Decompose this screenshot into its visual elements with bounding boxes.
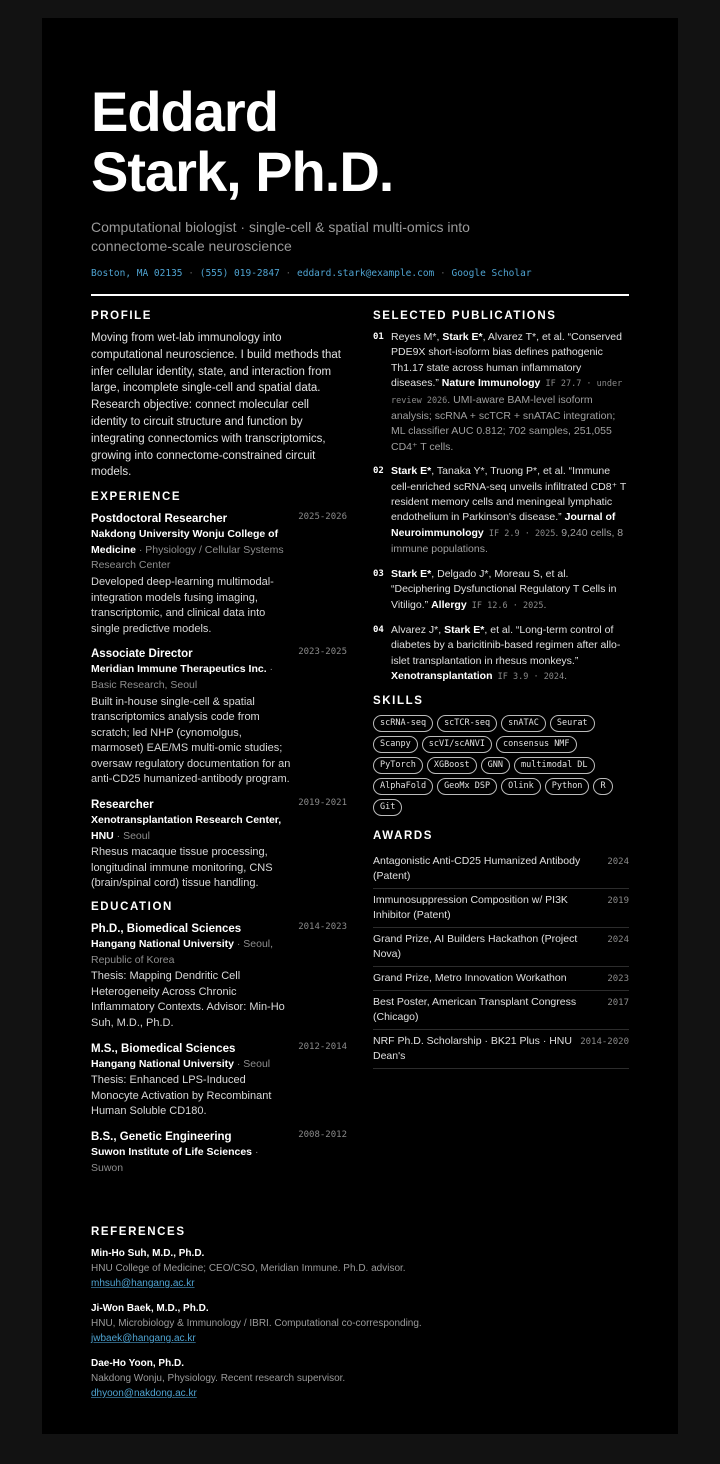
award-item	[373, 928, 629, 967]
skill-chip: scVI/scANVI	[422, 736, 492, 753]
reference-item	[91, 1301, 629, 1346]
publication-number: 04	[373, 624, 384, 635]
education-entry	[91, 921, 347, 1032]
publication-impact-meta: IF 2.9 · 2025	[483, 528, 556, 539]
publication-self-author: Stark E*	[391, 465, 432, 478]
award-year: 2017	[607, 997, 629, 1008]
education-entry	[91, 1041, 347, 1120]
skill-chip: GNN	[481, 757, 510, 774]
experience-dates: 2025-2026	[298, 512, 347, 523]
education-title: M.S., Biomedical Sciences	[91, 1042, 236, 1055]
publication-impact-meta: IF 12.6 · 2025	[466, 600, 544, 611]
award-title: Grand Prize, AI Builders Hackathon (Project Nova)	[373, 932, 578, 960]
education-org-name: Hangang National University	[91, 938, 234, 951]
reference-description: Nakdong Wonju, Physiology. Recent research supervisor.	[91, 1373, 346, 1384]
header-divider	[91, 294, 629, 296]
reference-email-link[interactable]: dhyoon@nakdong.ac.kr	[91, 1388, 197, 1399]
contact-separator: ·	[188, 268, 194, 279]
skill-chip: XGBoost	[427, 757, 477, 774]
experience-location: · Physiology / Cellular Systems Research Center	[91, 543, 284, 572]
reference-name: Dae-Ho Yoon, Ph.D.	[91, 1358, 184, 1369]
skill-chip: Seurat	[550, 715, 595, 732]
contact-email[interactable]: eddard.stark@example.com	[297, 268, 435, 279]
publication-note: . 9,240 cells, 8 immune populations.	[391, 526, 624, 556]
education-entry	[91, 1129, 347, 1176]
skill-chip: Python	[545, 778, 590, 795]
publication-list	[373, 330, 629, 686]
award-year: 2024	[607, 934, 629, 945]
experience-organization	[91, 813, 286, 844]
education-dates: 2008-2012	[298, 1129, 347, 1140]
experience-org-name: Nakdong University Wonju College of Medicine	[91, 528, 279, 556]
profile-text: Moving from wet-lab immunology into computational neuroscience. I build methods that infer cellular identity, state, and interaction from large, incomplete single-cell and spatial data. Research objective: connect molecular cell identity to circuit structure and function by integrating connectomics with transcriptomics, growing into connectome-constrained circuit models.	[91, 332, 341, 479]
publication-authors-title: , Alvarez T*, et al. “Conserved PDE9X short-isoform bias defines pathogenic Th1.17 state across human inflammatory diseases.”	[391, 331, 622, 390]
skill-chip: Scanpy	[373, 736, 418, 753]
tagline: Computational biologist · single-cell & spatial multi-omics into connectome-scale neuroscience	[91, 219, 470, 254]
publication-note: . UMI-aware BAM-level isoform analysis; scRNA + scTCR + snATAC integration; ML classifier AUC 0.812; 702 samples, 251,055 CD4⁺ T cells.	[391, 393, 616, 453]
experience-org-name: Meridian Immune Therapeutics Inc.	[91, 663, 267, 676]
reference-name: Ji-Won Baek, M.D., Ph.D.	[91, 1303, 209, 1314]
publication-item	[373, 567, 629, 614]
award-item	[373, 1030, 629, 1069]
name-line-2: Stark, Ph.D.	[91, 140, 394, 203]
education-dates: 2014-2023	[298, 922, 347, 933]
publication-number: 02	[373, 466, 384, 477]
education-heading: EDUCATION	[91, 901, 173, 914]
publication-impact-meta: IF 27.7 · under review 2026	[391, 379, 623, 406]
education-description: Thesis: Mapping Dendritic Cell Heterogeneity Across Chronic Inflammatory Contexts. Advisor: Min-Ho Suh, M.D., Ph.D.	[91, 970, 285, 1030]
contact-scholar-link[interactable]: Google Scholar	[451, 268, 532, 279]
education-title: Ph.D., Biomedical Sciences	[91, 923, 242, 936]
publication-number: 03	[373, 568, 384, 579]
education-organization	[91, 937, 286, 968]
award-year: 2024	[607, 856, 629, 867]
reference-item	[91, 1246, 629, 1291]
experience-entry	[91, 511, 347, 637]
award-title: Antagonistic Anti-CD25 Humanized Antibody (Patent)	[373, 854, 581, 882]
award-list	[373, 850, 629, 1069]
skill-chip: consensus NMF	[496, 736, 577, 753]
publication-authors-title: , Delgado J*, Moreau S, et al. “Deciphering Dysfunctional Regulatory T Cells in Vitiligo.”	[391, 567, 617, 611]
skill-list	[373, 715, 629, 816]
name-heading	[91, 82, 629, 202]
publication-note: .	[543, 598, 547, 611]
right-column	[373, 310, 629, 1069]
publication-authors-before: Reyes M*,	[391, 331, 443, 343]
award-year: 2023	[607, 973, 629, 984]
experience-title: Associate Director	[91, 648, 193, 661]
experience-org-name: Xenotransplantation Research Center, HNU	[91, 814, 282, 842]
award-title: Immunosuppression Composition w/ PI3K Inhibitor (Patent)	[373, 893, 568, 921]
publication-journal: Allergy	[431, 598, 467, 611]
experience-list	[91, 511, 347, 892]
award-title: Grand Prize, Metro Innovation Workathon	[373, 971, 567, 984]
contact-location: Boston, MA 02135	[91, 268, 183, 279]
skill-chip: multimodal DL	[514, 757, 595, 774]
award-item	[373, 991, 629, 1030]
experience-organization	[91, 527, 286, 574]
experience-description: Built in-house single-cell & spatial transcriptomics analysis code from scratch; led NHP (cynomolgus, marmoset) EAE/MS multi-omic studies; oversaw regulatory documentation for an anti-CD25 humanized-antibody program.	[91, 695, 291, 786]
skill-chip: Git	[373, 799, 402, 816]
skill-chip: R	[593, 778, 612, 795]
reference-item	[91, 1356, 629, 1401]
reference-description: HNU, Microbiology & Immunology / IBRI. Computational co-corresponding.	[91, 1318, 422, 1329]
profile-heading: PROFILE	[91, 310, 153, 322]
education-dates: 2012-2014	[298, 1041, 347, 1052]
resume-content	[91, 80, 629, 1399]
publication-journal: Xenotransplantation	[391, 670, 493, 683]
publication-self-author: Stark E*	[391, 567, 432, 580]
experience-organization	[91, 662, 286, 693]
award-item	[373, 850, 629, 889]
award-title: NRF Ph.D. Scholarship · BK21 Plus · HNU Dean's	[373, 1034, 572, 1062]
education-list	[91, 921, 347, 1176]
publication-journal: Nature Immunology	[441, 377, 541, 390]
experience-location: · Basic Research, Seoul	[91, 663, 274, 691]
education-location: · Suwon	[91, 1145, 259, 1174]
skill-chip: scRNA-seq	[373, 715, 433, 732]
education-title: B.S., Genetic Engineering	[91, 1130, 232, 1143]
award-item	[373, 889, 629, 928]
experience-heading: EXPERIENCE	[91, 491, 182, 504]
awards-heading: AWARDS	[373, 829, 434, 842]
resume-sheet	[42, 18, 678, 1434]
reference-email-link[interactable]: mhsuh@hangang.ac.kr	[91, 1278, 195, 1289]
contact-phone[interactable]: (555) 019-2847	[199, 268, 280, 279]
experience-description: Developed deep-learning multimodal-integration models fusing imaging, transcriptomic, and clinical data into single predictive models.	[91, 575, 274, 635]
education-location: · Seoul, Republic of Korea	[91, 938, 274, 966]
education-location: · Seoul	[233, 1057, 271, 1070]
experience-dates: 2023-2025	[298, 647, 347, 658]
education-organization	[91, 1145, 286, 1176]
skill-chip: GeoMx DSP	[437, 778, 497, 795]
publication-item	[373, 330, 629, 455]
publication-self-author: Stark E*	[444, 623, 485, 636]
award-year: 2014-2020	[580, 1036, 629, 1047]
skill-chip: Olink	[501, 778, 541, 795]
publication-authors-before: Alvarez J*,	[391, 623, 445, 636]
reference-email-link[interactable]: jwbaek@hangang.ac.kr	[91, 1333, 196, 1344]
reference-name: Min-Ho Suh, M.D., Ph.D.	[91, 1248, 205, 1259]
reference-description: HNU College of Medicine; CEO/CSO, Meridian Immune. Ph.D. advisor.	[91, 1263, 406, 1274]
publication-note: .	[564, 670, 568, 683]
skill-chip: PyTorch	[373, 757, 423, 774]
publication-item	[373, 623, 629, 686]
skill-chip: scTCR-seq	[437, 715, 497, 732]
publication-impact-meta: IF 3.9 · 2024	[492, 672, 565, 683]
left-column	[91, 310, 347, 1185]
education-description: Thesis: Enhanced LPS-Induced Monocyte Activation by Recombinant Human Soluble CD180.	[91, 1074, 272, 1118]
skills-heading: SKILLS	[373, 694, 424, 707]
education-org-name: Hangang National University	[91, 1057, 234, 1070]
award-item	[373, 967, 629, 991]
publication-self-author: Stark E*	[442, 331, 483, 343]
publication-authors-title: , Tanaka Y*, Truong P*, et al. “Immune cell-enriched scRNA-seq unveils infiltrated CD8⁺ T resident memory cells and meningeal lymphatic endothelium in Parkinson's disease.”	[391, 465, 627, 524]
education-org-name: Suwon Institute of Life Sciences	[91, 1145, 253, 1158]
references-heading: REFERENCES	[91, 1226, 186, 1238]
experience-title: Researcher	[91, 799, 154, 812]
name-line-1: Eddard	[91, 80, 278, 143]
experience-description: Rhesus macaque tissue processing, longitudinal immune monitoring, CNS (brain/spinal cord) tissue handling.	[91, 846, 273, 890]
contact-separator: ·	[285, 268, 292, 279]
publications-heading: SELECTED PUBLICATIONS	[373, 310, 557, 322]
award-year: 2019	[607, 895, 629, 906]
references-section	[91, 1226, 629, 1411]
reference-list	[91, 1246, 629, 1401]
experience-title: Postdoctoral Researcher	[91, 513, 228, 526]
experience-dates: 2019-2021	[298, 798, 347, 809]
publication-authors-title: , et al. “Long-term control of diabetes by a baricitinib-based regimen after allo-islet transplantation in rhesus monkeys.”	[391, 623, 621, 667]
skill-chip: snATAC	[501, 715, 546, 732]
award-title: Best Poster, American Transplant Congress (Chicago)	[373, 995, 577, 1023]
publication-journal: Journal of Neuroimmunology	[391, 511, 616, 539]
education-organization	[91, 1057, 286, 1073]
contact-separator: ·	[440, 268, 446, 279]
experience-entry	[91, 797, 347, 892]
publication-number: 01	[373, 332, 384, 342]
contact-line	[91, 268, 629, 279]
publication-item	[373, 464, 629, 557]
experience-location: · Seoul	[113, 829, 150, 842]
experience-entry	[91, 646, 347, 788]
skill-chip: AlphaFold	[373, 778, 433, 795]
